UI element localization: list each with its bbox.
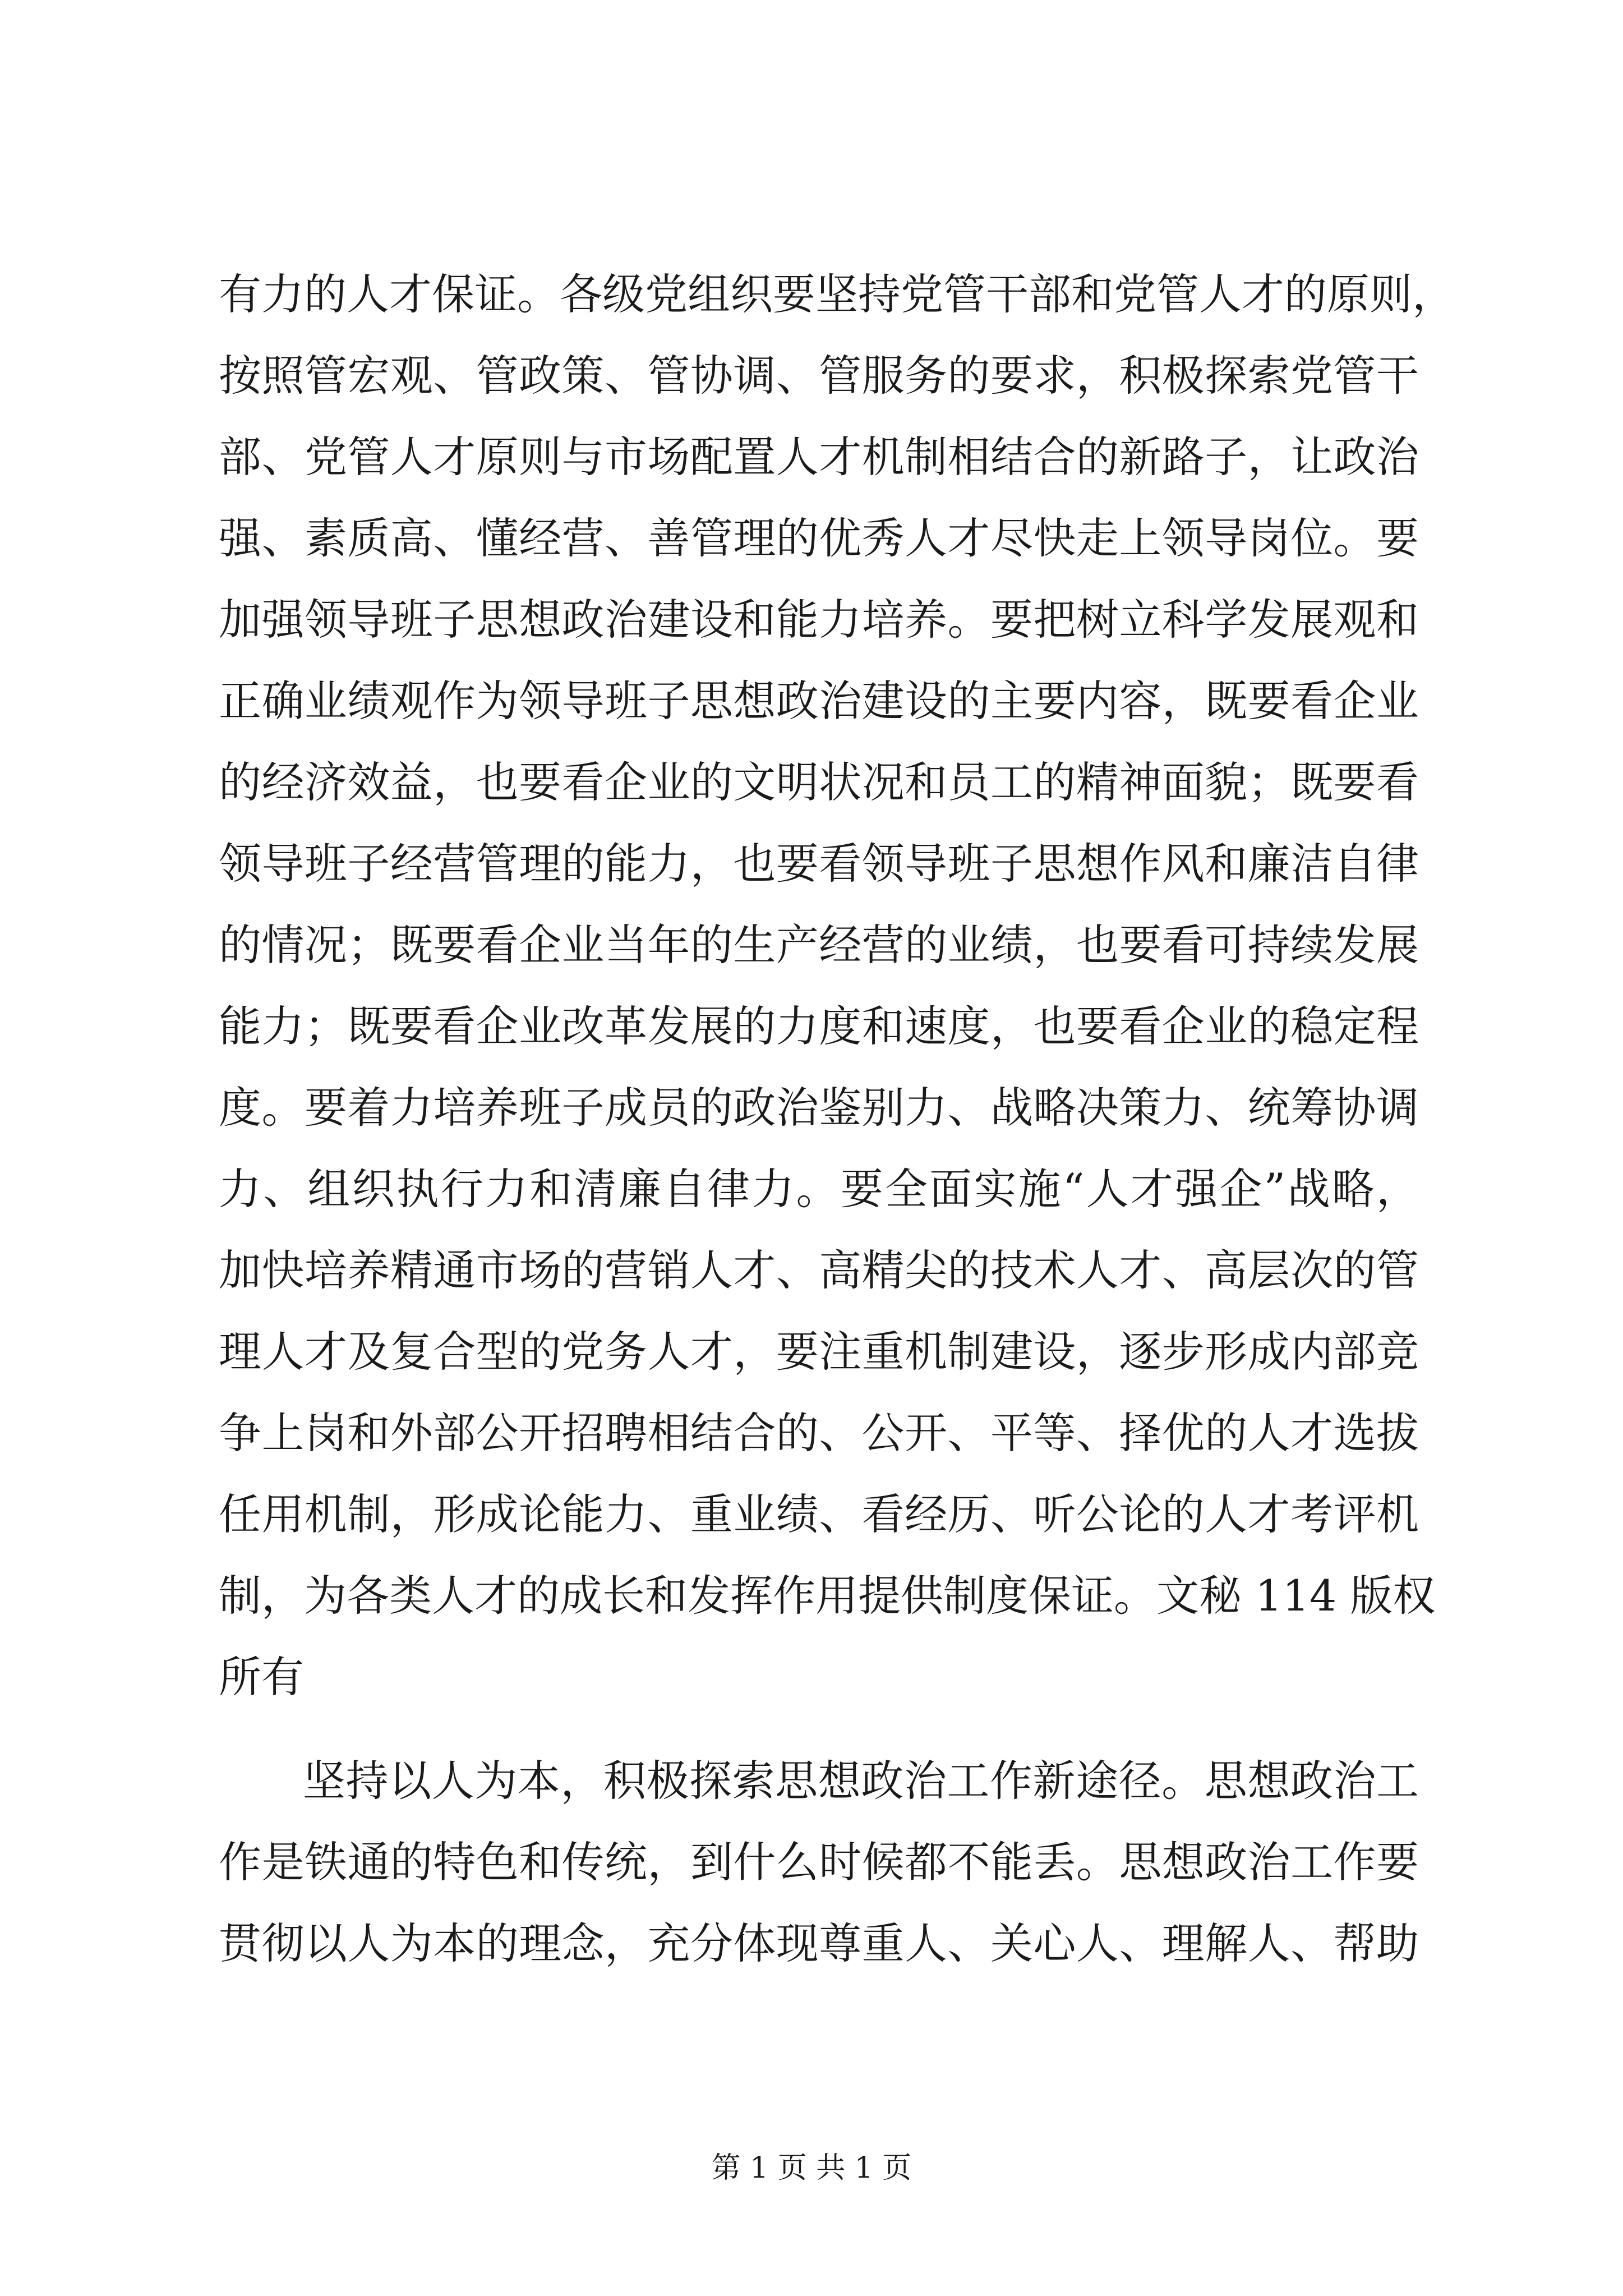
text-line: 理人才及复合型的党务人才，要注重机制建设，逐步形成内部竞: [219, 1327, 1419, 1377]
text-line: 领导班子经营管理的能力，也要看领导班子思想作风和廉洁自律: [219, 839, 1419, 889]
text-line: 所有: [219, 1652, 304, 1702]
text-line: 正确业绩观作为领导班子思想政治建设的主要内容，既要看企业: [219, 676, 1419, 726]
text-line: 加快培养精通市场的营销人才、高精尖的技术人才、高层次的管: [219, 1245, 1419, 1295]
text-line: 制，为各类人才的成长和发挥作用提供制度保证。文秘 114 版权: [219, 1571, 1436, 1621]
text-line: 加强领导班子思想政治建设和能力培养。要把树立科学发展观和: [219, 595, 1419, 645]
text-line: 作是铁通的特色和传统，到什么时候都不能丢。思想政治工作要: [219, 1837, 1419, 1887]
text-line: 的情况；既要看企业当年的生产经营的业绩，也要看可持续发展: [219, 920, 1419, 970]
page-footer: 第 1 页 共 1 页: [711, 2151, 912, 2185]
text-line: 的经济效益，也要看企业的文明状况和员工的精神面貌；既要看: [219, 757, 1419, 807]
text-line: 争上岗和外部公开招聘相结合的、公开、平等、择优的人才选拔: [219, 1408, 1419, 1458]
text-line: 贯彻以人为本的理念，充分体现尊重人、关心人、理解人、帮助: [219, 1918, 1419, 1968]
text-line: 任用机制，形成论能力、重业绩、看经历、听公论的人才考评机: [219, 1489, 1419, 1539]
text-line: 有力的人才保证。各级党组织要坚持党管干部和党管人才的原则，: [219, 269, 1455, 319]
text-line: 坚持以人为本，积极探索思想政治工作新途径。思想政治工: [303, 1756, 1419, 1806]
text-line: 度。要着力培养班子成员的政治鉴别力、战略决策力、统筹协调: [219, 1083, 1419, 1133]
text-line: 能力；既要看企业改革发展的力度和速度，也要看企业的稳定程: [219, 1001, 1419, 1051]
text-line: 力、组织执行力和清廉自律力。要全面实施“人才强企”战略，: [219, 1164, 1419, 1214]
text-line: 部、党管人才原则与市场配置人才机制相结合的新路子，让政治: [219, 432, 1419, 482]
text-line: 按照管宏观、管政策、管协调、管服务的要求，积极探索党管干: [219, 351, 1419, 401]
text-line: 强、素质高、懂经营、善管理的优秀人才尽快走上领导岗位。要: [219, 513, 1419, 563]
